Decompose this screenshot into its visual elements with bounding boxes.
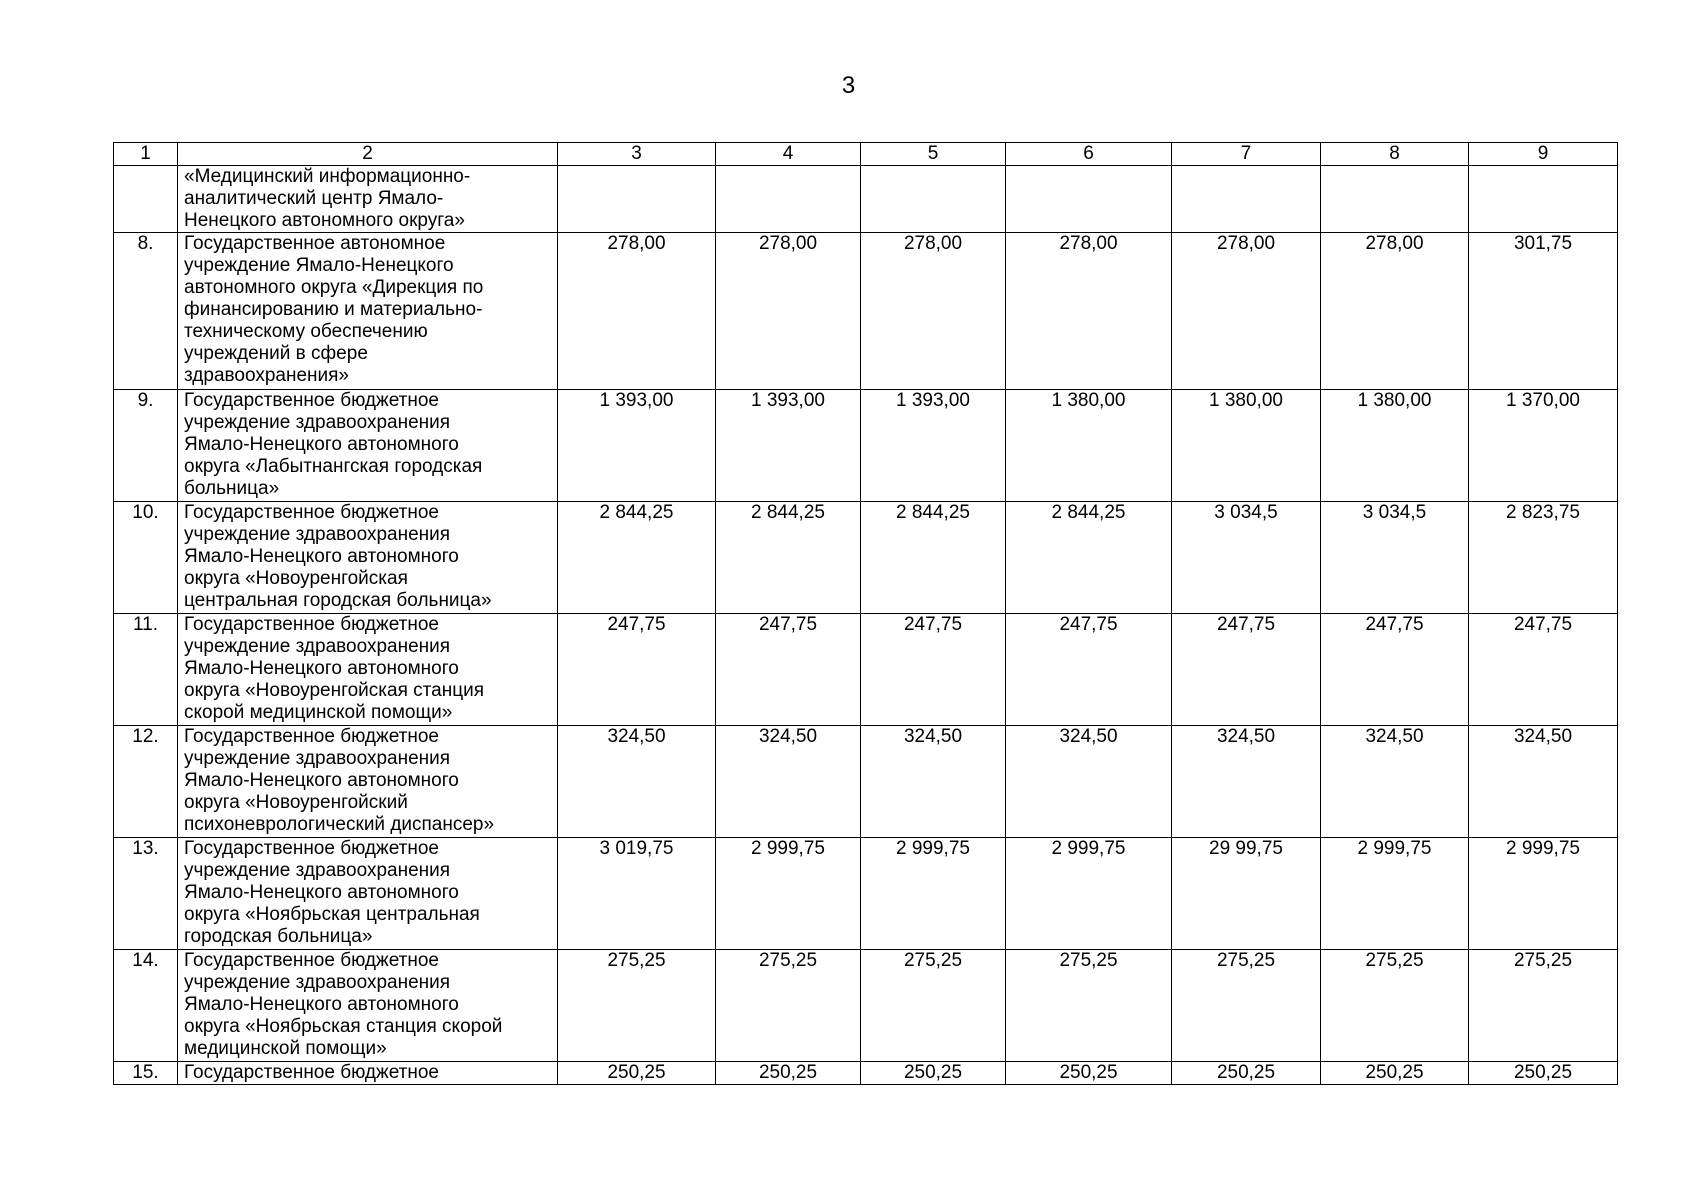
institution-name-line: Государственное бюджетное xyxy=(184,390,439,411)
row-number: 10. xyxy=(114,502,178,614)
table-row xyxy=(114,1062,1618,1085)
value-cell-col-4: 1 393,00 xyxy=(716,390,861,502)
value-cell-col-4: 2 999,75 xyxy=(716,838,861,950)
institution-name-line: Ямало-Ненецкого автономного xyxy=(184,658,459,679)
value-cell-col-9: 275,25 xyxy=(1469,950,1618,1062)
institution-name-line: Ненецкого автономного округа» xyxy=(184,210,465,231)
institution-name-line: Ямало-Ненецкого автономного xyxy=(184,994,459,1015)
institution-name-line: Государственное бюджетное xyxy=(184,726,439,747)
value-cell-col-4 xyxy=(716,166,861,233)
column-header-2: 2 xyxy=(178,143,558,166)
page-number: 3 xyxy=(841,72,856,99)
row-number: 8. xyxy=(114,233,178,390)
institution-name xyxy=(178,950,558,1062)
value-cell-col-7: 278,00 xyxy=(1172,233,1321,390)
column-header-8: 8 xyxy=(1321,143,1469,166)
row-number: 14. xyxy=(114,950,178,1062)
value-cell-col-8: 250,25 xyxy=(1321,1062,1469,1085)
institution-name xyxy=(178,390,558,502)
institution-name-line: учреждение здравоохранения xyxy=(184,524,451,545)
institution-name-line: «Медицинский информационно- xyxy=(184,166,471,187)
table-row xyxy=(114,950,1618,1062)
value-cell-col-8: 324,50 xyxy=(1321,726,1469,838)
value-cell-col-9: 250,25 xyxy=(1469,1062,1618,1085)
value-cell-col-9: 2 823,75 xyxy=(1469,502,1618,614)
value-cell-col-6: 275,25 xyxy=(1006,950,1172,1062)
value-cell-col-6: 278,00 xyxy=(1006,233,1172,390)
value-cell-col-8: 2 999,75 xyxy=(1321,838,1469,950)
row-number: 12. xyxy=(114,726,178,838)
value-cell-col-3: 2 844,25 xyxy=(558,502,716,614)
value-cell-col-6 xyxy=(1006,166,1172,233)
value-cell-col-9: 1 370,00 xyxy=(1469,390,1618,502)
value-cell-col-7: 3 034,5 xyxy=(1172,502,1321,614)
institution-name-line: учреждений в сфере xyxy=(184,343,368,364)
value-cell-col-3: 1 393,00 xyxy=(558,390,716,502)
row-number: 13. xyxy=(114,838,178,950)
value-cell-col-7: 275,25 xyxy=(1172,950,1321,1062)
value-cell-col-9 xyxy=(1469,166,1618,233)
value-cell-col-7: 250,25 xyxy=(1172,1062,1321,1085)
table-body xyxy=(114,166,1618,1085)
value-cell-col-8: 247,75 xyxy=(1321,614,1469,726)
institution-name-line: округа «Новоуренгойский xyxy=(184,792,408,813)
value-cell-col-5: 324,50 xyxy=(861,726,1006,838)
value-cell-col-5: 278,00 xyxy=(861,233,1006,390)
value-cell-col-6: 2 844,25 xyxy=(1006,502,1172,614)
table-row xyxy=(114,166,1618,233)
institution-name-line: городская больница» xyxy=(184,926,373,947)
value-cell-col-5: 2 844,25 xyxy=(861,502,1006,614)
institution-name-line: больница» xyxy=(184,478,280,499)
value-cell-col-4: 275,25 xyxy=(716,950,861,1062)
column-header-7: 7 xyxy=(1172,143,1321,166)
institution-name xyxy=(178,1062,558,1085)
institution-name-line: учреждение Ямало-Ненецкого xyxy=(184,255,454,276)
institution-name-line: Ямало-Ненецкого автономного xyxy=(184,770,459,791)
table-row xyxy=(114,233,1618,390)
value-cell-col-9: 2 999,75 xyxy=(1469,838,1618,950)
table-row xyxy=(114,502,1618,614)
institution-name-line: скорой медицинской помощи» xyxy=(184,702,453,723)
table-row xyxy=(114,614,1618,726)
value-cell-col-5: 2 999,75 xyxy=(861,838,1006,950)
institution-name-line: медицинской помощи» xyxy=(184,1038,387,1059)
institution-name xyxy=(178,502,558,614)
value-cell-col-4: 278,00 xyxy=(716,233,861,390)
value-cell-col-4: 247,75 xyxy=(716,614,861,726)
column-header-5: 5 xyxy=(861,143,1006,166)
value-cell-col-9: 324,50 xyxy=(1469,726,1618,838)
row-number: 15. xyxy=(114,1062,178,1085)
value-cell-col-6: 2 999,75 xyxy=(1006,838,1172,950)
institution-name-line: Государственное бюджетное xyxy=(184,838,439,859)
institution-name-line: Ямало-Ненецкого автономного xyxy=(184,546,459,567)
value-cell-col-5: 275,25 xyxy=(861,950,1006,1062)
value-cell-col-9: 247,75 xyxy=(1469,614,1618,726)
value-cell-col-3 xyxy=(558,166,716,233)
institution-name xyxy=(178,166,558,233)
data-table xyxy=(113,142,1618,1085)
institution-name-line: учреждение здравоохранения xyxy=(184,860,451,881)
value-cell-col-5 xyxy=(861,166,1006,233)
value-cell-col-8: 1 380,00 xyxy=(1321,390,1469,502)
institution-name-line: округа «Новоуренгойская xyxy=(184,568,408,589)
table-row xyxy=(114,726,1618,838)
value-cell-col-9: 301,75 xyxy=(1469,233,1618,390)
institution-name-line: центральная городская больница» xyxy=(184,590,492,611)
value-cell-col-6: 324,50 xyxy=(1006,726,1172,838)
column-header-6: 6 xyxy=(1006,143,1172,166)
institution-name-line: финансированию и материально- xyxy=(184,299,483,320)
value-cell-col-6: 1 380,00 xyxy=(1006,390,1172,502)
column-header-9: 9 xyxy=(1469,143,1618,166)
row-number xyxy=(114,166,178,233)
table-row xyxy=(114,838,1618,950)
institution-name-line: аналитический центр Ямало- xyxy=(184,188,444,209)
institution-name-line: округа «Новоуренгойская станция xyxy=(184,680,484,701)
institution-name-line: округа «Лабытнангская городская xyxy=(184,456,483,477)
institution-name-line: психоневрологический диспансер» xyxy=(184,814,495,835)
row-number: 9. xyxy=(114,390,178,502)
institution-name-line: здравоохранения» xyxy=(184,365,349,386)
value-cell-col-5: 247,75 xyxy=(861,614,1006,726)
institution-name xyxy=(178,838,558,950)
value-cell-col-3: 250,25 xyxy=(558,1062,716,1085)
institution-name-line: учреждение здравоохранения xyxy=(184,972,451,993)
institution-name-line: учреждение здравоохранения xyxy=(184,636,451,657)
institution-name-line: Государственное бюджетное xyxy=(184,502,439,523)
value-cell-col-3: 324,50 xyxy=(558,726,716,838)
institution-name-line: Государственное бюджетное xyxy=(184,950,439,971)
value-cell-col-5: 250,25 xyxy=(861,1062,1006,1085)
value-cell-col-4: 2 844,25 xyxy=(716,502,861,614)
institution-name-line: Ямало-Ненецкого автономного xyxy=(184,434,459,455)
institution-name-line: округа «Ноябрьская станция скорой xyxy=(184,1016,503,1037)
value-cell-col-7: 1 380,00 xyxy=(1172,390,1321,502)
value-cell-col-3: 3 019,75 xyxy=(558,838,716,950)
institution-name-line: учреждение здравоохранения xyxy=(184,748,451,769)
table-row xyxy=(114,390,1618,502)
column-header-4: 4 xyxy=(716,143,861,166)
value-cell-col-3: 247,75 xyxy=(558,614,716,726)
value-cell-col-8: 3 034,5 xyxy=(1321,502,1469,614)
institution-name-line: учреждение здравоохранения xyxy=(184,412,451,433)
value-cell-col-4: 250,25 xyxy=(716,1062,861,1085)
institution-name-line: автономного округа «Дирекция по xyxy=(184,277,484,298)
value-cell-col-5: 1 393,00 xyxy=(861,390,1006,502)
value-cell-col-7: 247,75 xyxy=(1172,614,1321,726)
value-cell-col-7 xyxy=(1172,166,1321,233)
value-cell-col-3: 278,00 xyxy=(558,233,716,390)
value-cell-col-3: 275,25 xyxy=(558,950,716,1062)
value-cell-col-8 xyxy=(1321,166,1469,233)
value-cell-col-7: 29 99,75 xyxy=(1172,838,1321,950)
institution-name xyxy=(178,614,558,726)
value-cell-col-6: 250,25 xyxy=(1006,1062,1172,1085)
value-cell-col-7: 324,50 xyxy=(1172,726,1321,838)
institution-name-line: Ямало-Ненецкого автономного xyxy=(184,882,459,903)
row-number: 11. xyxy=(114,614,178,726)
value-cell-col-8: 275,25 xyxy=(1321,950,1469,1062)
column-header-3: 3 xyxy=(558,143,716,166)
value-cell-col-8: 278,00 xyxy=(1321,233,1469,390)
institution-name xyxy=(178,233,558,390)
institution-name-line: Государственное автономное xyxy=(184,233,446,254)
value-cell-col-6: 247,75 xyxy=(1006,614,1172,726)
value-cell-col-4: 324,50 xyxy=(716,726,861,838)
institution-name xyxy=(178,726,558,838)
column-header-1: 1 xyxy=(114,143,178,166)
institution-name-line: округа «Ноябрьская центральная xyxy=(184,904,480,925)
institution-name-line: Государственное бюджетное xyxy=(184,1062,439,1083)
header-row xyxy=(114,143,1618,166)
institution-name-line: техническому обеспечению xyxy=(184,321,428,342)
institution-name-line: Государственное бюджетное xyxy=(184,614,439,635)
